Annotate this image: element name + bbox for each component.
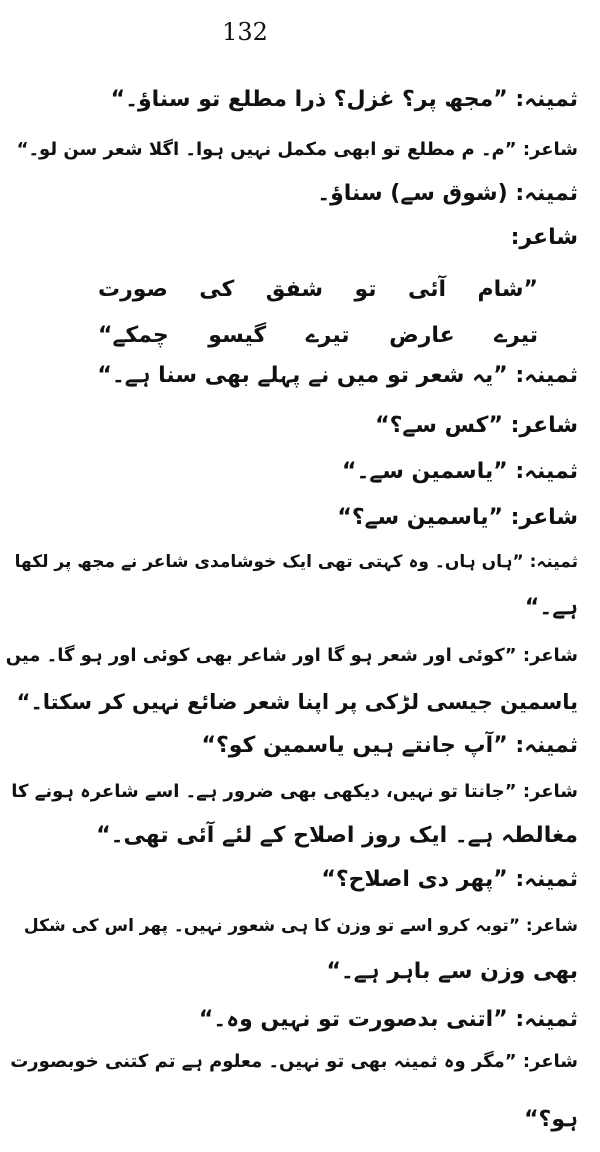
dialogue-line: شاعر: ”یاسمین سے؟“ xyxy=(337,505,578,530)
dialogue-line: شاعر: ”جانتا تو نہیں، دیکھی بھی ضرور ہے۔ اسے شاعرہ ہونے کا xyxy=(11,781,578,802)
dialogue-line: شاعر: ”کوئی اور شعر ہو گا اور شاعر بھی کوئی اور ہو گا۔ میں xyxy=(5,645,578,666)
dialogue-line: شاعر: ”کس سے؟“ xyxy=(375,413,578,438)
dialogue-line: شاعر: xyxy=(510,225,578,250)
dialogue-line: ثمینہ: ”ہاں ہاں۔ وہ کہتی تھی ایک خوشامدی شاعر نے مجھ پر لکھا xyxy=(14,552,578,572)
dialogue-line: ہو؟“ xyxy=(524,1107,578,1132)
dialogue-line: ہے۔“ xyxy=(524,595,578,620)
dialogue-line: یاسمین جیسی لڑکی پر اپنا شعر ضائع نہیں کر سکتا۔“ xyxy=(16,690,578,714)
verse-line: تیرے عارض تیرے گیسو چمکے“ xyxy=(98,323,538,348)
page-number: 132 xyxy=(222,18,268,46)
dialogue-line: ثمینہ: ”یاسمین سے۔“ xyxy=(342,459,578,484)
dialogue-line: ثمینہ: ”مجھ پر؟ غزل؟ ذرا مطلع تو سناؤ۔“ xyxy=(110,87,578,112)
dialogue-line: ثمینہ: ”آپ جانتے ہیں یاسمین کو؟“ xyxy=(201,733,578,758)
dialogue-line: ثمینہ: ”پھر دی اصلاح؟“ xyxy=(321,867,578,892)
dialogue-line: شاعر: ”مگر وہ ثمینہ بھی تو نہیں۔ معلوم ہے تم کتنی خوبصورت xyxy=(10,1051,578,1072)
dialogue-line: ثمینہ: ”اتنی بدصورت تو نہیں وہ۔“ xyxy=(198,1007,578,1032)
dialogue-line: شاعر: ”توبہ کرو اسے تو وزن کا ہی شعور نہیں۔ پھر اس کی شکل xyxy=(23,916,578,936)
dialogue-line: مغالطہ ہے۔ ایک روز اصلاح کے لئے آئی تھی۔“ xyxy=(96,823,578,848)
dialogue-line: شاعر: ”م۔ م مطلع تو ابھی مکمل نہیں ہوا۔ اگلا شعر سن لو۔“ xyxy=(16,139,578,160)
dialogue-line: بھی وزن سے باہر ہے۔“ xyxy=(326,959,578,984)
verse-line: ”شام آئی تو شفق کی صورت xyxy=(98,277,538,302)
dialogue-line: ثمینہ: ”یہ شعر تو میں نے پہلے بھی سنا ہے۔“ xyxy=(97,363,578,388)
dialogue-line: ثمینہ: (شوق سے) سناؤ۔ xyxy=(317,181,578,206)
